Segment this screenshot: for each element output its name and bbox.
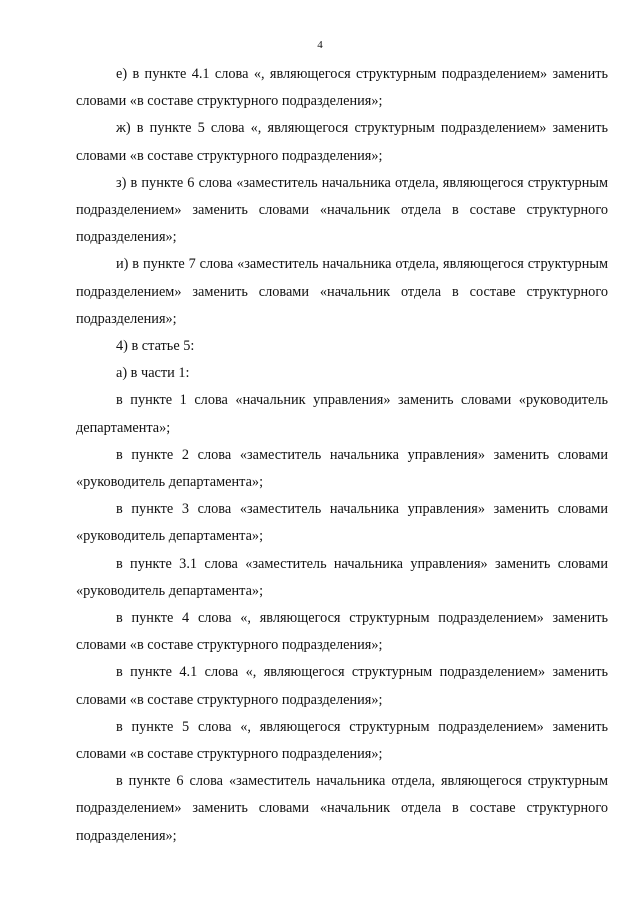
paragraph-point-2: в пункте 2 слова «заместитель начальника управления» заменить словами «руководитель департамента»; bbox=[76, 446, 608, 491]
paragraph-point-6: в пункте 6 слова «заместитель начальника отдела, являющегося структурным подразделением» заменить словами «начальник отдела в составе структурного подразделения»; bbox=[76, 773, 608, 844]
paragraph-zh: ж) в пункте 5 слова «, являющегося структурным подразделением» заменить словами «в составе структурного подразделения»; bbox=[76, 120, 608, 164]
paragraph-point-5: в пункте 5 слова «, являющегося структурным подразделением» заменить словами «в составе структурного подразделения»; bbox=[76, 718, 608, 763]
paragraph-point-4: в пункте 4 слова «, являющегося структурным подразделением» заменить словами «в составе структурного подразделения»; bbox=[76, 610, 608, 654]
paragraph-i: и) в пункте 7 слова «заместитель начальника отдела, являющегося структурным подразделением» заменить словами «начальник отдела в составе структурного подразделения»; bbox=[76, 256, 608, 327]
paragraph-point-3: в пункте 3 слова «заместитель начальника управления» заменить словами «руководитель департамента»; bbox=[76, 501, 608, 545]
paragraph-point-4-1: в пункте 4.1 слова «, являющегося структурным подразделением» заменить словами «в составе структурного подразделения»; bbox=[76, 664, 608, 708]
paragraph-part-1: а) в части 1: bbox=[116, 365, 190, 382]
page-number: 4 bbox=[317, 39, 323, 51]
paragraph-z: з) в пункте 6 слова «заместитель начальника отдела, являющегося структурным подразделением» заменить словами «начальник отдела в составе структурного подразделения»; bbox=[76, 174, 608, 246]
paragraph-article-5: 4) в статье 5: bbox=[116, 338, 195, 355]
document-body bbox=[76, 61, 608, 850]
paragraph-point-1: в пункте 1 слова «начальник управления» заменить словами «руководитель департамента»; bbox=[76, 392, 608, 436]
paragraph-point-3-1: в пункте 3.1 слова «заместитель начальника управления» заменить словами «руководитель департамента»; bbox=[76, 555, 608, 599]
paragraph-e: е) в пункте 4.1 слова «, являющегося структурным подразделением» заменить словами «в составе структурного подразделения»; bbox=[76, 66, 608, 110]
